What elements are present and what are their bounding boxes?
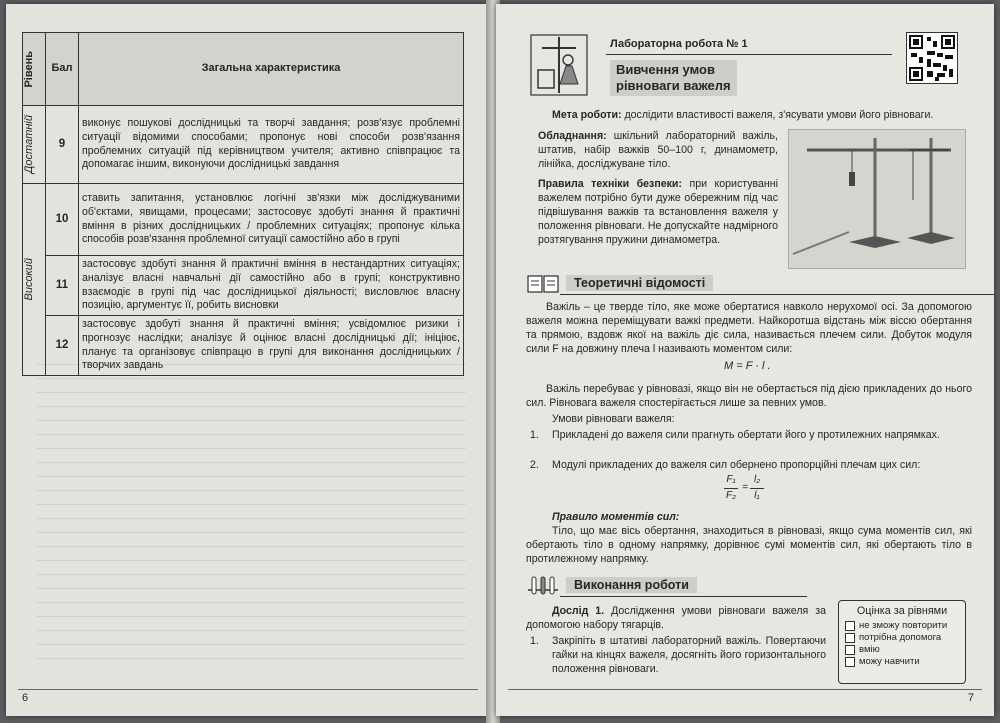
experiment-1: Дослід 1. Дослідження умови рівноваги важеля за допомогою набору тягарців. <box>526 605 826 631</box>
lab-title: Вивчення умов рівноваги важеля <box>610 60 737 96</box>
grading-table <box>22 32 464 376</box>
header-level: Рівень <box>23 33 46 106</box>
level-high: Високий <box>23 184 46 376</box>
assessment-option[interactable]: вмію <box>845 644 959 655</box>
lever-apparatus-photo <box>788 129 966 269</box>
moment-formula: M = F · l . <box>724 360 771 372</box>
left-page <box>6 4 490 716</box>
theory-paragraph-2: Важіль перебуває у рівновазі, якщо він не обертається під дією прикладених до нього сил. Рівновага важеля спостерігається лише за певних умов. <box>526 383 972 409</box>
score-cell: 10 <box>46 184 79 256</box>
description-cell: застосовує здобуті знання й практичні вміння; усвідомлює ризики і прогнозує наслідки; аналізує й оцінює власні дослідницькі дії; ініціює, планує та організовує співпрацю в групі для виконання дослідницьких / творчих завдань <box>79 316 464 376</box>
step-number: 1. <box>530 635 539 647</box>
level-sufficient: Достатній <box>23 106 46 184</box>
table-row <box>23 256 464 316</box>
conditions-intro: Умови рівноваги важеля: <box>552 413 675 425</box>
work-heading: Виконання роботи <box>526 576 697 594</box>
assessment-option[interactable]: не зможу повторити <box>845 620 959 631</box>
theory-paragraph-1: Важіль – це тверде тіло, яке може обертатися навколо нерухомої осі. За допомогою важеля можна переміщувати важкі предмети. Найкоротша відстань між віссю обертання та прямою, вздовж якої на важіль діє сила, називається плечем сили. Добуток модуля сили F на довжину плеча l називають моментом сили: <box>526 301 972 355</box>
assessment-option[interactable]: можу навчити <box>845 656 959 667</box>
open-book-icon <box>526 272 560 294</box>
table-row <box>23 184 464 256</box>
step-1-text: Закріпіть в штативі лабораторний важіль. Повертаючи гайки на кінцях важеля, досягніть його горизонтального положення рівноваги. <box>552 635 826 675</box>
description-cell: ставить запитання, установлює логічні зв'язки між досліджуваними об'єктами, явищами, процесами; застосовує здобуті знання й практичні вміння в різних дослідницьких / проблемних ситуаціях; пропонує кілька способів розв'язання проблемної ситуації самостійно або в групі <box>79 184 464 256</box>
condition-number: 1. <box>530 429 539 441</box>
assessment-box <box>838 600 966 684</box>
safety-paragraph: Правила техніки безпеки: при користуванні важелем потрібно бути дуже обережним під час підвішування важків та встановлення важеля у положення рівноваги. Не допускайте надмірного розтягування пружини динамометра. <box>538 178 778 246</box>
theory-heading: Теоретичні відомості <box>526 274 713 292</box>
assessment-title: Оцінка за рівнями <box>856 605 948 617</box>
condition-item: Модулі прикладених до важеля сил обернено пропорційні плечам цих сил: <box>552 459 921 471</box>
right-page: Лабораторна робота № 1 Вивчення умов рівноваги важеля Мета роботи: дослідити властивості важеля, з'ясувати умови його рівноваги. Обладнання: шкільний лабораторний важіль, штатив, набір важків 50–100 г, динамометр, лінійка, досліджуване тіло. Правила техніки безпеки: при користуванні важелем потрібно бути дуже обережним під час підвішування важків та встановлення важеля у положення рівноваги. Не допускайте надмірного розтягування пружини динамометра. Теоретичні відомості Важіль – це тверде тіло, яке може обертатися навколо нерухомої осі. За допомогою важеля можна переміщувати важкі предмети. Найкоротша відстань між віссю обертання та прямою, вздовж якої на важіль діє сила, називається плечем сили. Добуток модуля сили F на довжину плеча l називають моментом сили: M = F · l . Важіль перебуває у рівновазі, якщо він не обертається під дією прикладених до нього сил. Рівновага важеля спостерігається лише за певних умов. Умови рівноваги важеля: 1. Прикладені до важеля сили прагнуть обертати його у протилежних напрямках. 2. Модулі прикладених до важеля сил обернено пропорційні плечам цих сил: F₁ F₂ = l₂ l₁ Правило моментів сил: Тіло, що має вісь обертання, знаходиться в рівновазі, якщо сума моментів сил, які обертають тіло в одному напрямку, дорівнює сумі моментів сил, які обертають тіло в протилежному напрямку. Виконання роботи Дослід 1. Дослідження умови рівноваги важеля за допомогою набору тягарців. 1. Закріпіть в штативі лабораторний важіль. Повертаючи гайки на кінцях важеля, досягніть його горизонтального положення рівноваги. Оцінка за рівнями не зможу повторити потрібна допомога вмію можу навчити 7 <box>496 4 994 716</box>
header-score: Бал <box>46 33 79 106</box>
goal-paragraph: Мета роботи: дослідити властивості важеля, з'ясувати умови його рівноваги. <box>552 109 934 121</box>
score-cell: 12 <box>46 316 79 376</box>
checkbox[interactable] <box>845 645 855 655</box>
checkbox[interactable] <box>845 657 855 667</box>
test-tubes-icon <box>526 574 560 596</box>
moments-rule-heading: Правило моментів сил: <box>552 511 680 523</box>
page-number-right: 7 <box>967 692 974 704</box>
bottom-rule <box>18 689 478 690</box>
equipment-paragraph: Обладнання: шкільний лабораторний важіль, штатив, набір важків 50–100 г, динамометр, лінійка, досліджуване тіло. <box>538 130 778 170</box>
bottom-rule <box>508 689 982 690</box>
description-cell: виконує пошукові дослідницькі та творчі завдання; розв'язує проблемні ситуації відомими способами; пропонує нові способи розв'язання проблемних ситуацій під керівництвом учителя; активно співпрацює та допомагає іншим, виконуючи дослідницькі завдання <box>79 106 464 184</box>
condition-number: 2. <box>530 459 539 471</box>
lab-flask-icon <box>530 34 588 96</box>
assessment-option[interactable]: потрібна допомога <box>845 632 959 643</box>
table-row <box>23 106 464 184</box>
score-cell: 9 <box>46 106 79 184</box>
checkbox[interactable] <box>845 621 855 631</box>
header-description: Загальна характеристика <box>79 33 464 106</box>
qr-code-icon[interactable] <box>906 32 958 84</box>
table-header-row <box>23 33 464 106</box>
checkbox[interactable] <box>845 633 855 643</box>
moments-rule-text: Тіло, що має вісь обертання, знаходиться в рівновазі, якщо сума моментів сил, які обертають тіло в одному напрямку, дорівнює сумі моментів сил, які обертають тіло в протилежному напрямку. <box>526 525 972 565</box>
score-cell: 11 <box>46 256 79 316</box>
description-cell: застосовує здобуті знання й практичні вміння в нестандартних ситуаціях; аналізує власні навчальні дії самостійно або в групі; конструктивно взаємодіє в групі під час дослідницької діяльності; висловлює власну позицію, аргументує її, робить висновки <box>79 256 464 316</box>
condition-item: Прикладені до важеля сили прагнуть обертати його у протилежних напрямках. <box>552 429 940 441</box>
table-row <box>23 316 464 376</box>
lab-work-label: Лабораторна робота № 1 <box>610 38 748 50</box>
header-rule <box>606 54 892 55</box>
page-number-left: 6 <box>22 692 29 704</box>
bleed-through-texture <box>36 364 466 664</box>
